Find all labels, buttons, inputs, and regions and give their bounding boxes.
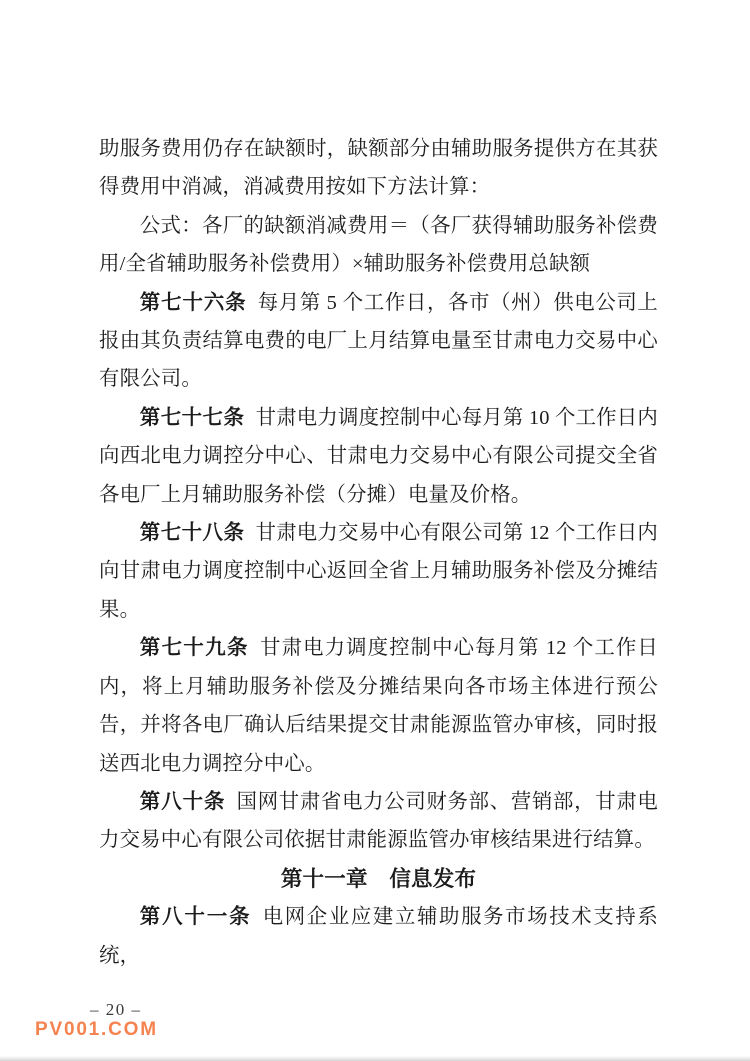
chapter-heading: 第十一章 信息发布 (280, 866, 477, 891)
paragraph-article-78 (99, 514, 658, 629)
paragraph (99, 130, 658, 207)
article-number: 第七十八条 (139, 522, 245, 545)
paragraph-article-76 (99, 284, 658, 399)
paragraph-article-79 (99, 629, 658, 783)
page-number: – 20 – (90, 1000, 142, 1019)
paragraph-formula (99, 207, 658, 284)
paragraph-text: 电网企业应建立辅助服务市场技术支持系统， (99, 906, 658, 967)
paragraph-article-77 (99, 399, 658, 514)
page-body (99, 130, 658, 975)
article-number: 第七十七条 (139, 406, 245, 429)
article-number: 第七十九条 (139, 637, 249, 660)
paragraph-text: 公式：各厂的缺额消减费用＝（各厂获得辅助服务补偿费用/全省辅助服务补偿费用）×辅助服务补偿费用总缺额 (99, 214, 658, 276)
paragraph-text: 国网甘肃省电力公司财务部、营销部，甘肃电力交易中心有限公司依据甘肃能源监管办审核结果进行结算。 (99, 790, 659, 852)
article-number: 第八十一条 (139, 906, 252, 929)
scan-bottom-edge (0, 1056, 750, 1061)
watermark-text: PV001.COM (35, 1019, 158, 1040)
paragraph-text: 甘肃电力调度控制中心每月第 12 个工作日内，将上月辅助服务补偿及分摊结果向各市场主体进行预公告，并将各电厂确认后结果提交甘肃能源监管办审核，同时报送西北电力调控分中心。 (99, 637, 658, 775)
paragraph-text: 甘肃电力调度控制中心每月第 10 个工作日内向西北电力调控分中心、甘肃电力交易中心有限公司提交全省各电厂上月辅助服务补偿（分摊）电量及价格。 (99, 406, 659, 506)
article-number: 第八十条 (139, 790, 226, 813)
paragraph-text: 助服务费用仍存在缺额时，缺额部分由辅助服务提供方在其获得费用中消减，消减费用按如下方法计算： (99, 138, 658, 199)
paragraph-article-80 (99, 783, 658, 860)
paragraph-text: 甘肃电力交易中心有限公司第 12 个工作日内向甘肃电力调度控制中心返回全省上月辅助服务补偿及分摊结果。 (99, 522, 659, 621)
article-number: 第七十六条 (139, 291, 247, 314)
paragraph-text: 每月第 5 个工作日，各市（州）供电公司上报由其负责结算电费的电厂上月结算电量至甘肃电力交易中心有限公司。 (99, 291, 659, 391)
paragraph-article-81 (99, 898, 658, 975)
